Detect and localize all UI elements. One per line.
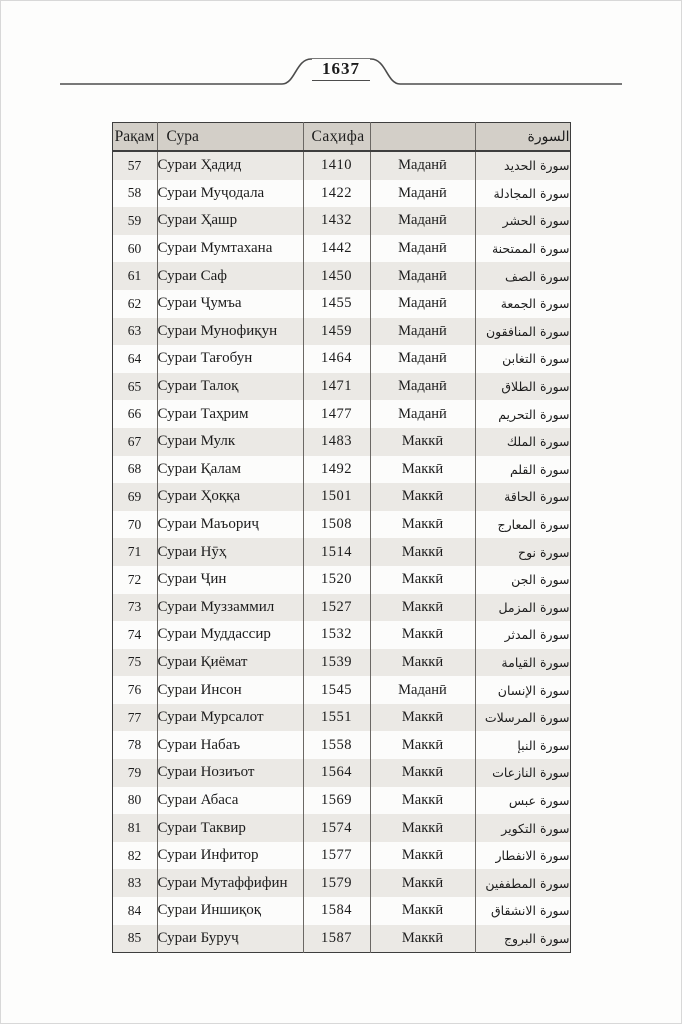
page-number: 1637	[312, 59, 370, 81]
table-row	[112, 787, 570, 815]
cell-surah-name: Сураи Ҳоққа	[157, 483, 303, 511]
cell-surah-name: Сураи Ҳадид	[157, 151, 303, 180]
cell-arabic-name: سورة النازعات	[475, 759, 570, 787]
cell-surah-number: 83	[127, 875, 142, 891]
table-row	[112, 511, 570, 539]
cell-revelation-type: Маданӣ	[370, 151, 475, 180]
cell-revelation-type: Маккӣ	[370, 704, 475, 732]
table-header-row	[112, 123, 570, 152]
cell-surah-name: Сураи Нозиъот	[157, 759, 303, 787]
cell-page-number: 1539	[303, 649, 370, 677]
cell-revelation-type: Маданӣ	[370, 345, 475, 373]
cell-surah-number: 85	[127, 930, 142, 946]
cell-surah-number: 82	[127, 847, 142, 863]
cell-revelation-type: Маккӣ	[370, 456, 475, 484]
table-row	[112, 207, 570, 235]
cell-surah-name: Сураи Таквир	[157, 814, 303, 842]
cell-surah-name: Сураи Ҷумъа	[157, 290, 303, 318]
cell-surah-number: 75	[127, 654, 142, 670]
table-row	[112, 842, 570, 870]
cell-page-number: 1508	[303, 511, 370, 539]
cell-surah-name: Сураи Муддассир	[157, 621, 303, 649]
cell-surah-number: 59	[127, 212, 142, 228]
cell-revelation-type: Маккӣ	[370, 842, 475, 870]
cell-revelation-type: Маккӣ	[370, 869, 475, 897]
cell-page-number: 1442	[303, 235, 370, 263]
table-row	[112, 676, 570, 704]
table-row	[112, 704, 570, 732]
table-row	[112, 621, 570, 649]
cell-page-number: 1520	[303, 566, 370, 594]
cell-arabic-name: سورة التكوير	[475, 814, 570, 842]
cell-page-number: 1514	[303, 538, 370, 566]
cell-surah-number: 57	[127, 157, 142, 173]
cell-page-number: 1464	[303, 345, 370, 373]
cell-arabic-name: سورة البروج	[475, 925, 570, 953]
cell-arabic-name: سورة المزمل	[475, 594, 570, 622]
table-row	[112, 345, 570, 373]
cell-arabic-name: سورة المجادلة	[475, 180, 570, 208]
table-row	[112, 731, 570, 759]
cell-surah-number: 67	[127, 433, 142, 449]
cell-revelation-type: Маккӣ	[370, 621, 475, 649]
cell-surah-name: Сураи Қиёмат	[157, 649, 303, 677]
table-row	[112, 400, 570, 428]
table-row	[112, 814, 570, 842]
table-row	[112, 262, 570, 290]
cell-page-number: 1551	[303, 704, 370, 732]
cell-surah-number: 70	[127, 516, 142, 532]
cell-page-number: 1459	[303, 318, 370, 346]
table-row	[112, 151, 570, 180]
cell-surah-number: 58	[127, 185, 142, 201]
cell-arabic-name: سورة الانفطار	[475, 842, 570, 870]
cell-revelation-type: Маккӣ	[370, 566, 475, 594]
cell-surah-number: 76	[127, 682, 142, 698]
surah-index-table	[112, 122, 571, 953]
cell-revelation-type: Маданӣ	[370, 676, 475, 704]
cell-revelation-type: Маданӣ	[370, 262, 475, 290]
cell-surah-number: 77	[127, 709, 142, 725]
cell-arabic-name: سورة الجن	[475, 566, 570, 594]
cell-arabic-name: سورة المرسلات	[475, 704, 570, 732]
cell-page-number: 1527	[303, 594, 370, 622]
cell-surah-name: Сураи Муззаммил	[157, 594, 303, 622]
header-arabic-column: السورة	[475, 123, 570, 152]
table-row	[112, 594, 570, 622]
cell-arabic-name: سورة التحريم	[475, 400, 570, 428]
cell-arabic-name: سورة الحشر	[475, 207, 570, 235]
cell-arabic-name: سورة المعارج	[475, 511, 570, 539]
cell-surah-number: 65	[127, 378, 142, 394]
cell-revelation-type: Маданӣ	[370, 290, 475, 318]
cell-revelation-type: Маданӣ	[370, 373, 475, 401]
cell-revelation-type: Маккӣ	[370, 787, 475, 815]
cell-surah-number: 74	[127, 626, 142, 642]
header-rule-ornament	[0, 0, 682, 100]
table-row	[112, 925, 570, 953]
cell-surah-name: Сураи Ҳашр	[157, 207, 303, 235]
cell-surah-name: Сураи Инфитор	[157, 842, 303, 870]
cell-surah-name: Сураи Мулк	[157, 428, 303, 456]
cell-surah-name: Сураи Маъориҷ	[157, 511, 303, 539]
cell-arabic-name: سورة نوح	[475, 538, 570, 566]
cell-surah-number: 66	[127, 406, 142, 422]
cell-surah-number: 80	[127, 792, 142, 808]
cell-surah-name: Сураи Мунофиқун	[157, 318, 303, 346]
cell-arabic-name: سورة التغابن	[475, 345, 570, 373]
cell-arabic-name: سورة الحاقة	[475, 483, 570, 511]
cell-page-number: 1574	[303, 814, 370, 842]
cell-arabic-name: سورة الجمعة	[475, 290, 570, 318]
cell-arabic-name: سورة المنافقون	[475, 318, 570, 346]
cell-revelation-type: Маккӣ	[370, 649, 475, 677]
cell-surah-name: Сураи Абаса	[157, 787, 303, 815]
cell-surah-number: 68	[127, 461, 142, 477]
table-row	[112, 649, 570, 677]
cell-surah-number: 60	[127, 240, 142, 256]
cell-revelation-type: Маккӣ	[370, 897, 475, 925]
cell-arabic-name: سورة الانشقاق	[475, 897, 570, 925]
cell-arabic-name: سورة عبس	[475, 787, 570, 815]
cell-surah-number: 71	[127, 544, 142, 560]
cell-surah-number: 72	[127, 571, 142, 587]
cell-page-number: 1584	[303, 897, 370, 925]
cell-revelation-type: Маданӣ	[370, 318, 475, 346]
cell-revelation-type: Маккӣ	[370, 731, 475, 759]
cell-surah-number: 73	[127, 599, 142, 615]
cell-surah-number: 63	[127, 323, 142, 339]
cell-surah-name: Сураи Саф	[157, 262, 303, 290]
table-row	[112, 235, 570, 263]
cell-page-number: 1471	[303, 373, 370, 401]
cell-surah-number: 64	[127, 350, 142, 366]
cell-page-number: 1558	[303, 731, 370, 759]
cell-surah-name: Сураи Набаъ	[157, 731, 303, 759]
cell-revelation-type: Маккӣ	[370, 538, 475, 566]
cell-surah-name: Сураи Муҷодала	[157, 180, 303, 208]
cell-arabic-name: سورة الطلاق	[475, 373, 570, 401]
cell-revelation-type: Маданӣ	[370, 235, 475, 263]
cell-surah-name: Сураи Қалам	[157, 456, 303, 484]
cell-surah-name: Сураи Тағобун	[157, 345, 303, 373]
cell-arabic-name: سورة الممتحنة	[475, 235, 570, 263]
table-row	[112, 483, 570, 511]
cell-arabic-name: سورة المطففين	[475, 869, 570, 897]
header-sura-column: Сура	[157, 123, 303, 152]
table-row	[112, 456, 570, 484]
cell-page-number: 1545	[303, 676, 370, 704]
cell-revelation-type: Маккӣ	[370, 594, 475, 622]
cell-revelation-type: Маккӣ	[370, 925, 475, 953]
table-row	[112, 428, 570, 456]
cell-page-number: 1422	[303, 180, 370, 208]
header-type-column	[370, 123, 475, 152]
cell-arabic-name: سورة النبإ	[475, 731, 570, 759]
cell-page-number: 1569	[303, 787, 370, 815]
cell-page-number: 1564	[303, 759, 370, 787]
cell-surah-number: 79	[127, 764, 142, 780]
cell-surah-name: Сураи Мумтахана	[157, 235, 303, 263]
cell-surah-number: 84	[127, 902, 142, 918]
cell-surah-name: Сураи Таҳрим	[157, 400, 303, 428]
header-page-column: Саҳифа	[303, 123, 370, 152]
cell-page-number: 1410	[303, 151, 370, 180]
header-number-column: Рақам	[112, 123, 157, 152]
cell-arabic-name: سورة الإنسان	[475, 676, 570, 704]
cell-arabic-name: سورة القيامة	[475, 649, 570, 677]
cell-surah-number: 81	[127, 820, 142, 836]
table-row	[112, 290, 570, 318]
cell-revelation-type: Маданӣ	[370, 207, 475, 235]
cell-surah-name: Сураи Буруҷ	[157, 925, 303, 953]
table-row	[112, 373, 570, 401]
cell-page-number: 1587	[303, 925, 370, 953]
table-row	[112, 180, 570, 208]
cell-page-number: 1483	[303, 428, 370, 456]
cell-surah-name: Сураи Иншиқоқ	[157, 897, 303, 925]
cell-revelation-type: Маккӣ	[370, 483, 475, 511]
cell-surah-name: Сураи Мурсалот	[157, 704, 303, 732]
cell-surah-number: 61	[127, 268, 142, 284]
cell-surah-number: 78	[127, 737, 142, 753]
cell-page-number: 1492	[303, 456, 370, 484]
cell-page-number: 1477	[303, 400, 370, 428]
cell-arabic-name: سورة الملك	[475, 428, 570, 456]
cell-page-number: 1579	[303, 869, 370, 897]
cell-page-number: 1501	[303, 483, 370, 511]
cell-page-number: 1455	[303, 290, 370, 318]
cell-revelation-type: Маккӣ	[370, 814, 475, 842]
table-row	[112, 566, 570, 594]
cell-surah-number: 69	[127, 488, 142, 504]
table-row	[112, 538, 570, 566]
cell-revelation-type: Маккӣ	[370, 511, 475, 539]
cell-page-number: 1432	[303, 207, 370, 235]
table-row	[112, 318, 570, 346]
table-body	[112, 151, 570, 953]
cell-revelation-type: Маданӣ	[370, 400, 475, 428]
cell-page-number: 1577	[303, 842, 370, 870]
cell-arabic-name: سورة القلم	[475, 456, 570, 484]
cell-arabic-name: سورة الحديد	[475, 151, 570, 180]
cell-surah-name: Сураи Мутаффифин	[157, 869, 303, 897]
cell-page-number: 1532	[303, 621, 370, 649]
table-row	[112, 897, 570, 925]
cell-surah-name: Сураи Нӯҳ	[157, 538, 303, 566]
cell-arabic-name: سورة الصف	[475, 262, 570, 290]
cell-surah-name: Сураи Инсон	[157, 676, 303, 704]
cell-revelation-type: Маданӣ	[370, 180, 475, 208]
table-row	[112, 759, 570, 787]
cell-revelation-type: Маккӣ	[370, 428, 475, 456]
cell-page-number: 1450	[303, 262, 370, 290]
cell-surah-number: 62	[127, 295, 142, 311]
table-row	[112, 869, 570, 897]
cell-surah-name: Сураи Ҷин	[157, 566, 303, 594]
cell-surah-name: Сураи Талоқ	[157, 373, 303, 401]
cell-arabic-name: سورة المدثر	[475, 621, 570, 649]
cell-revelation-type: Маккӣ	[370, 759, 475, 787]
